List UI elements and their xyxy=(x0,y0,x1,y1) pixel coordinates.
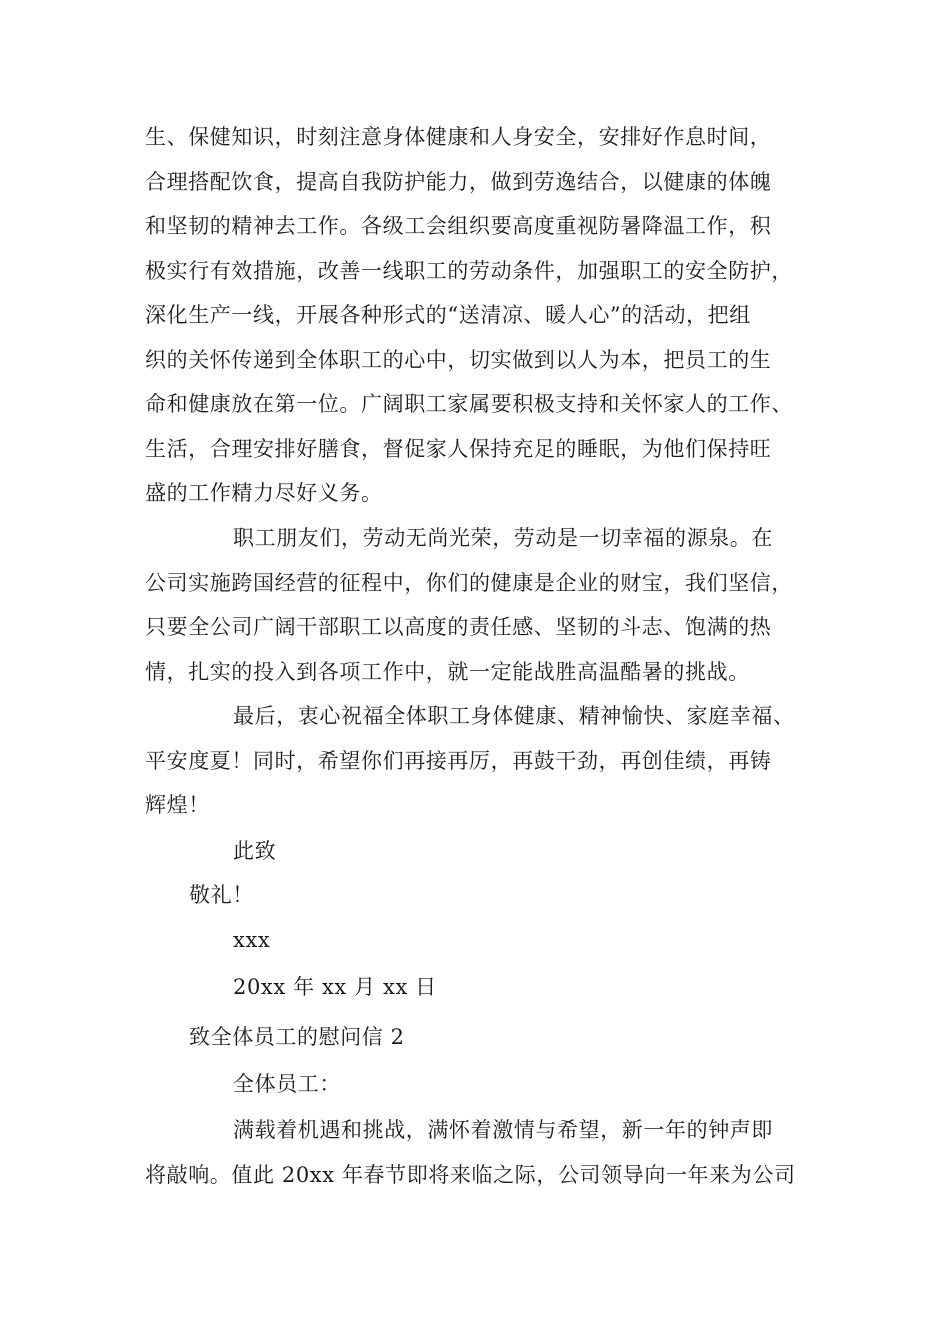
paragraph-line: 辉煌！ xyxy=(145,793,210,817)
paragraph-line: 将敲响。值此 20xx 年春节即将来临之际，公司领导向一年来为公司 xyxy=(145,1163,796,1187)
paragraph-line: 满载着机遇和挑战，满怀着激情与希望，新一年的钟声即 xyxy=(233,1118,773,1142)
paragraph-line: 公司实施跨国经营的征程中，你们的健康是企业的财宝，我们坚信， xyxy=(145,571,793,595)
letter-title: 致全体员工的慰问信 2 xyxy=(189,1025,405,1049)
paragraph-line: 职工朋友们，劳动无尚光荣，劳动是一切幸福的源泉。在 xyxy=(233,526,773,550)
paragraph-line: 生、保健知识，时刻注意身体健康和人身安全，安排好作息时间， xyxy=(145,125,772,149)
signature: xxx xyxy=(233,928,271,952)
paragraph-line: 极实行有效措施，改善一线职工的劳动条件，加强职工的安全防护， xyxy=(145,259,793,283)
paragraph-line: 和坚韧的精神去工作。各级工会组织要高度重视防暑降温工作，积 xyxy=(145,214,772,238)
paragraph-line: 盛的工作精力尽好义务。 xyxy=(145,481,383,505)
paragraph-line: 合理搭配饮食，提高自我防护能力，做到劳逸结合，以健康的体魄 xyxy=(145,170,772,194)
paragraph-line: 深化生产一线，开展各种形式的“送清凉、暖人心”的活动，把组 xyxy=(145,303,751,327)
salute-text: 敬礼！ xyxy=(189,883,254,907)
paragraph-line: 织的关怀传递到全体职工的心中，切实做到以人为本，把员工的生 xyxy=(145,348,772,372)
paragraph-line: 命和健康放在第一位。广阔职工家属要积极支持和关怀家人的工作、 xyxy=(145,392,793,416)
paragraph-line: 平安度夏！同时，希望你们再接再厉，再鼓干劲，再创佳绩，再铸 xyxy=(145,749,772,773)
date: 20xx 年 xx 月 xx 日 xyxy=(233,975,437,999)
letter-greeting: 全体员工： xyxy=(233,1072,341,1096)
paragraph-line: 最后，衷心祝福全体职工身体健康、精神愉快、家庭幸福、 xyxy=(233,704,795,728)
closing-text: 此致 xyxy=(233,839,277,863)
paragraph-line: 只要全公司广阔干部职工以高度的责任感、坚韧的斗志、饱满的热 xyxy=(145,615,772,639)
paragraph-line: 生活，合理安排好膳食，督促家人保持充足的睡眠，为他们保持旺 xyxy=(145,437,772,461)
paragraph-line: 情，扎实的投入到各项工作中，就一定能战胜高温酷暑的挑战。 xyxy=(145,660,750,684)
